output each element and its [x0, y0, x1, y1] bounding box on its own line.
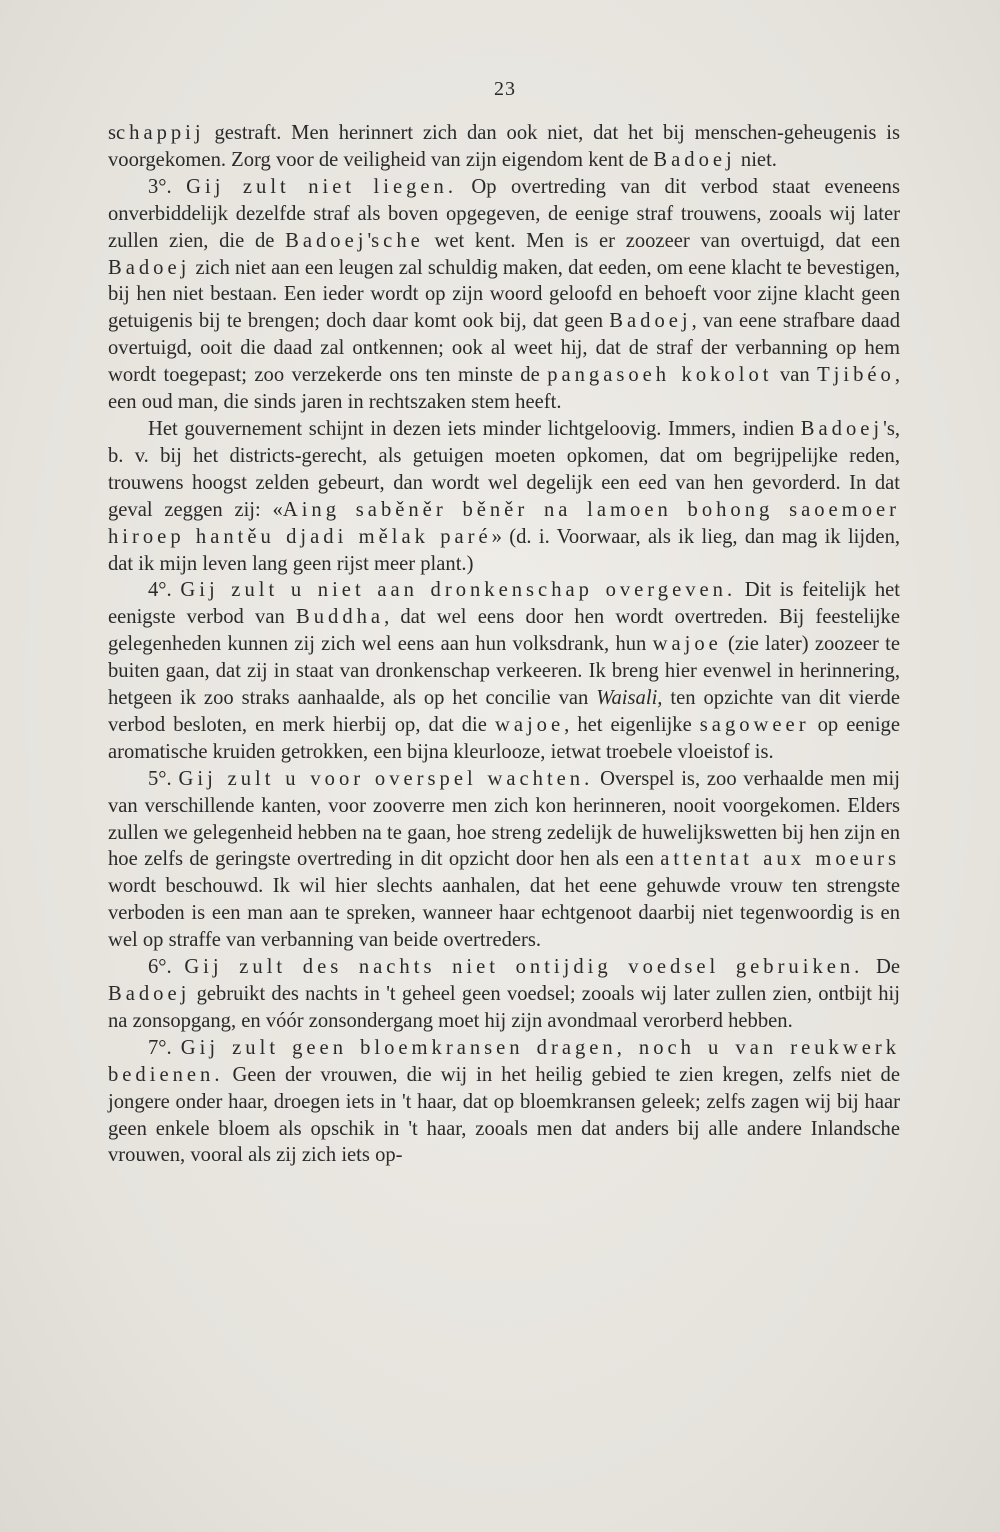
text-run: Geen der vrouwen, die wij in het heilig gebied te zien kregen, zelfs niet de jongere onder haar, droegen iets in 't haar, dat op bloemkransen geleek; zelfs zagen wij bij haar geen enkele bloem als opschik in 't haar, zooals men dat anders bij alle andere Inlandsche vrouwen, vooral als zij zich iets op-	[108, 1063, 900, 1167]
text-run: wet kent. Men is er zoozeer van overtuigd, dat een	[423, 229, 900, 252]
text-run: 7°.	[148, 1036, 181, 1059]
spaced-term: Gij zult geen bloemkransen dragen, noch u van reukwerk bedienen.	[108, 1036, 900, 1086]
text-run: » (d. i. Voorwaar, als ik lieg, dan mag ik lijden, dat ik mijn leven lang geen rijst meer plant.)	[108, 525, 901, 575]
spaced-term: wajoe	[494, 713, 565, 736]
spaced-term: Badoej	[653, 148, 736, 171]
text-run: , van eene strafbare daad overtuigd, ooit die daad zal ontkennen; ook al weet hij, dat de straf der verbanning op hem wordt toegepast; zoo verzekerde ons ten minste de	[108, 310, 900, 387]
text-run: 6°.	[148, 956, 185, 979]
text-run: niet.	[735, 148, 777, 171]
spaced-term: Tjibéo	[817, 364, 895, 387]
spaced-term: chappij	[116, 122, 205, 144]
text-run: (zie later) zoozeer te buiten gaan, dat zij in staat van dronkenschap verkeeren. Ik breng hier evenwel in herinnering, hetgeen ik zoo straks aanhaalde, als op het concilie van	[108, 633, 900, 710]
spaced-term: wajoe	[652, 633, 722, 656]
text-run: , dat wel eens door hen wordt overtreden. Bij feestelijke gelegenheden kunnen zij zich wel eens aan hun volksdrank, hun	[108, 606, 900, 656]
text-run: gebruikt des nachts in 't geheel geen voedsel; zooals wij later zullen zien, ontbijt hij na zonsopgang, en vóór zonsondergang moet hij zijn avondmaal verorberd hebben.	[108, 983, 900, 1032]
paragraph	[108, 416, 900, 577]
text-run: wordt beschouwd. Ik wil hier slechts aanhalen, dat het eene gehuwde vrouw ten strengste verboden is een man aan te spreken, wanneer haar echtgenoot daarbij niet tegenwoordig is en wel op straffe van verbanning van beide overtreders.	[108, 875, 900, 952]
text-run: s	[108, 122, 117, 144]
spaced-term: sagoweer	[699, 713, 810, 736]
text-run: 4°.	[148, 579, 181, 602]
paragraph	[108, 120, 900, 174]
page-number: 23	[494, 78, 516, 100]
spaced-term: Gij zult des nachts niet ontijdig voedsel gebruiken.	[184, 956, 864, 979]
text-run: zich niet aan een leugen zal schuldig maken, dat eeden, om eene klacht te bevestigen, bij hen niet bestaan. Een ieder wordt op zijn woord geloofd en behoeft voor zijne klacht geen getuigenis bij te brengen; doch daar komt ook bij, dat geen	[108, 256, 900, 333]
spaced-term: Badoej	[609, 310, 692, 333]
spaced-term: Badoej	[108, 256, 191, 279]
text-run: van	[772, 364, 818, 387]
text-run: 3°.	[148, 175, 187, 198]
text-run: gestraft. Men herinnert zich dan ook niet, dat het bij menschen-geheugenis is voorgekomen. Zorg voor de veiligheid van zijn eigendom kent de	[108, 122, 900, 171]
paragraph	[108, 577, 900, 765]
spaced-term: Buddha	[295, 606, 385, 629]
spaced-term: Gij zult u niet aan dronkenschap overgeven.	[180, 579, 737, 602]
italic-term: Waisali,	[596, 687, 663, 710]
text-run: 5°.	[148, 767, 179, 790]
text-run: Op overtreding van dit verbod staat eveneens onverbiddelijk dezelfde straf als boven opgegeven, de eenige straf trouwens, zooals wij later zullen zien, die de	[108, 175, 900, 252]
spaced-term: Badoej	[108, 983, 191, 1005]
text-run: Dit is feitelijk het eenigste verbod van	[108, 579, 900, 629]
spaced-term: Gij zult u voor overspel wachten.	[178, 767, 594, 790]
spaced-term: sche	[371, 229, 424, 252]
spaced-term: attentat aux moeurs	[660, 848, 900, 871]
text-run: 's, b. v. bij het districts-gerecht, als getuigen moeten opkomen, dat om begrijpelijke reden, trouwens hoogst zelden gebeurt, dan wordt wel degelijk een eed van hen gevorderd. In dat geval zeggen zij: «	[108, 417, 900, 521]
text-run: Overspel is, zoo verhaalde men mij van verschillende kanten, voor zooverre men zich kon herinneren, nooit voorgekomen. Elders zullen we gelegenheid hebben na te gaan, hoe streng zedelijk de huwelijkswetten bij hen zijn en hoe zelfs de geringste overtreding in dit opzicht door hen als een	[108, 767, 900, 871]
spaced-term: pangasoeh kokolot	[547, 364, 773, 387]
paragraph	[108, 1035, 900, 1170]
body-text	[108, 120, 900, 1169]
spaced-term: Gij zult niet liegen.	[186, 175, 457, 198]
spaced-term: Badoej	[285, 229, 368, 252]
text-run: '	[367, 229, 372, 252]
spaced-term: Badoej	[800, 417, 884, 440]
text-run: op eenige aromatische kruiden getrokken, een bijna kleurlooze, ietwat troebele vloeistof is.	[108, 713, 900, 763]
text-run: ten opzichte van dit vierde verbod besloten, en merk hierbij op, dat die	[108, 687, 900, 736]
paragraph	[108, 766, 900, 954]
text-run: , een oud man, die sinds jaren in rechtszaken stem heeft.	[108, 364, 901, 414]
paragraph	[108, 954, 900, 1035]
text-run: De	[863, 956, 900, 979]
paragraph	[108, 174, 900, 416]
text-run: Het gouvernement schijnt in dezen iets minder lichtgeloovig. Immers, indien	[148, 417, 801, 440]
text-run: , het eigenlijke	[564, 713, 700, 736]
spaced-term: Aing saběněr běněr na lamoen bohong saoemoer hiroep hantěu djadi mělak paré	[108, 498, 900, 548]
